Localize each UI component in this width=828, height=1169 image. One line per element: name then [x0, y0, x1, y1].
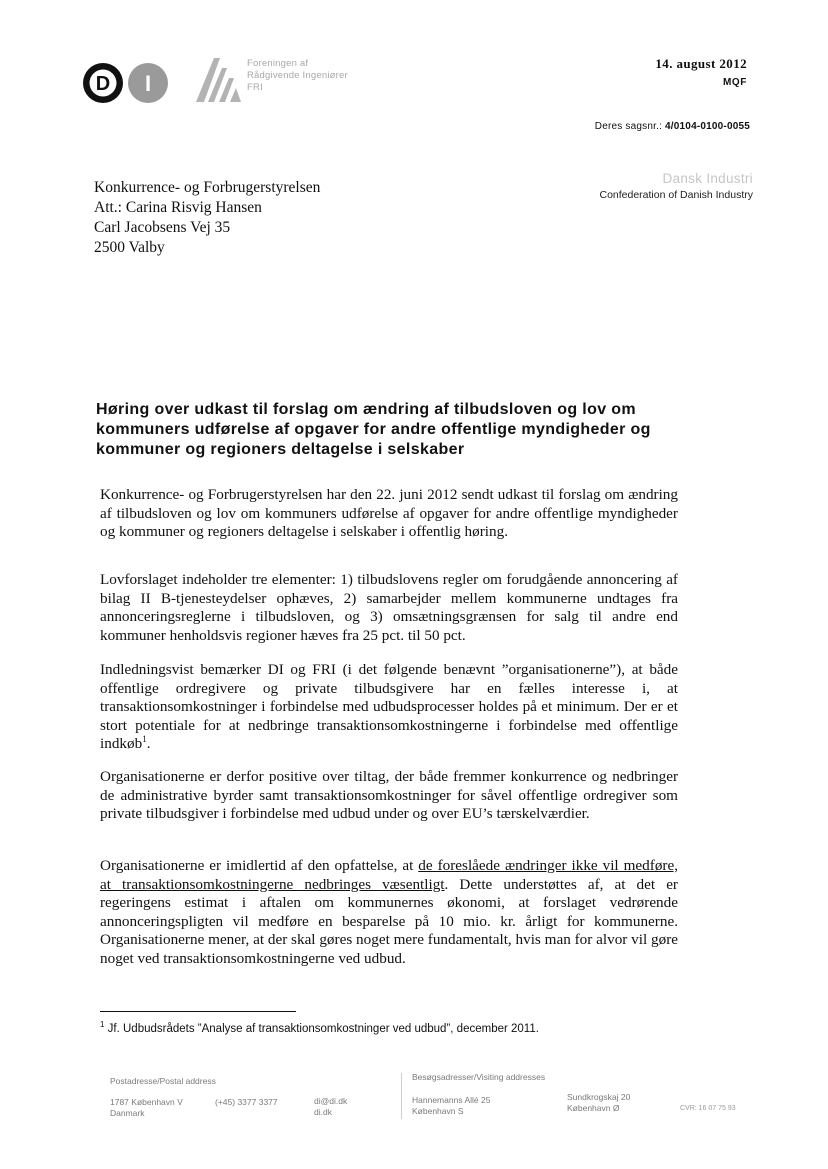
footnote-text: Jf. Udbudsrådets ”Analyse af transaktionsomkostninger ved udbud”, december 2011.	[107, 1022, 539, 1035]
recipient-address	[94, 178, 320, 258]
address-line: Att.: Carina Risvig Hansen	[94, 199, 262, 216]
underlined-statement: de foreslåede ændringer ikke vil medføre, at transaktionsomkostningerne nedbringes væsentligt	[100, 857, 679, 893]
paragraph-text: . Dette understøttes af, at det er regeringens estimat i aftalen om kommunernes økonomi, at forslaget vedrørende annonceringspligten vil medføre en besparelse på 10 mio. kr. årligt for kommunerne. Organisationerne mener, at der skal gøres noget mere fundamentalt, hvis man for alvor vil gøre noget ved transaktionsomkostningerne ved udbud.	[100, 875, 678, 967]
sender-initials: MQF	[722, 77, 747, 88]
visit-line: Hannemanns Allé 25	[412, 1095, 491, 1105]
di-logo-d: D	[95, 73, 111, 95]
paragraph-end: .	[146, 735, 151, 752]
case-number-label: Deres sagsnr.:	[594, 121, 663, 132]
paragraph-text: Organisationerne er imidlertid af den opfattelse, at	[100, 857, 414, 874]
phone-number: (+45) 3377 3377	[215, 1097, 278, 1107]
di-logo-i: I	[144, 71, 152, 96]
postal-line: 1787 København V	[110, 1097, 183, 1107]
contact-web	[314, 1096, 347, 1118]
visiting-address-label: Besøgsadresser/Visiting addresses	[412, 1072, 546, 1082]
footnote-marker: 1	[100, 1020, 105, 1029]
visiting-address-1	[412, 1095, 490, 1117]
brand-name: Dansk Industri	[662, 171, 753, 186]
cvr-number: CVR: 16 07 75 93	[680, 1105, 736, 1112]
letter-title: Høring over udkast til forslag om ændring af tilbudsloven og lov om kommuners udførelse af opgaver for andre offentlige myndigheder og kommuner og regioners deltagelse i selskaber	[96, 401, 651, 458]
fri-logo-mark	[194, 56, 244, 104]
visit-line: Sundkrogskaj 20	[567, 1092, 631, 1102]
letter-date: 14. august 2012	[655, 56, 747, 71]
address-line: Carl Jacobsens Vej 35	[94, 219, 231, 236]
visit-line: København S	[412, 1106, 464, 1116]
address-line: Konkurrence- og Forbrugerstyrelsen	[94, 179, 321, 196]
footnote-ref: 1	[142, 733, 147, 744]
postal-address	[110, 1097, 183, 1119]
footnote	[100, 1020, 539, 1035]
footer-divider	[401, 1073, 402, 1119]
body-paragraph: Organisationerne er derfor positive over tiltag, der både fremmer konkurrence og nedbringer de administrative byrder samt transaktionsomkostninger for såvel offentlige ordregiver som private tilbudsgiver i forbindelse med udbud under og over EU’s tærskelværdier.	[100, 768, 678, 822]
body-paragraph	[100, 857, 678, 968]
postal-line: Danmark	[110, 1108, 145, 1118]
body-paragraph: Konkurrence- og Forbrugerstyrelsen har den 22. juni 2012 sendt udkast til forslag om ændring af tilbudsloven og lov om kommuners udførelse af opgaver for andre offentlige myndigheder og kommuner og regioners deltagelse i selskaber i offentlig høring.	[100, 486, 678, 540]
case-number-value: 4/0104-0100-0055	[665, 121, 750, 132]
visiting-address-2	[567, 1092, 630, 1114]
visit-line: København Ø	[567, 1103, 620, 1113]
paragraph-text: Indledningsvist bemærker DI og FRI (i det følgende benævnt ”organisationerne”), at både offentlige ordregivere og private tilbudsgivere har en fælles interesse i, at transaktionsomkostninger i forbindelse med udbudsprocesser holdes på et minimum. Der er et stort potentiale for at nedbringe transaktionsomkostningerne i forbindelse med offentlige indkøb	[100, 661, 678, 752]
body-paragraph: Lovforslaget indeholder tre elementer: 1) tilbudslovens regler om forudgående annoncering af bilag II B-tjenesteydelser ophæves, 2) samarbejder mellem kommunerne undtages fra annonceringsreglerne i tilbudsloven, og 3) omsætningsgrænsen for salg til andre end kommuner henholdsvis regioner hæves fra 25 pct. til 50 pct.	[100, 571, 678, 644]
brand-subtitle: Confederation of Danish Industry	[599, 189, 753, 201]
fri-logo-text	[247, 58, 348, 94]
fri-logo-line: Foreningen af	[247, 58, 309, 69]
case-number	[595, 121, 750, 132]
postal-address-label: Postadresse/Postal address	[110, 1076, 216, 1086]
footnote-divider	[100, 1011, 296, 1012]
di-logo	[82, 62, 174, 104]
fri-logo-line: Rådgivende Ingeniører	[247, 70, 348, 81]
body-paragraph	[100, 661, 678, 754]
fri-logo-line: FRI	[247, 82, 263, 93]
website-link[interactable]: di.dk	[314, 1107, 332, 1117]
address-line: 2500 Valby	[94, 239, 165, 256]
email-link[interactable]: di@di.dk	[314, 1096, 348, 1106]
